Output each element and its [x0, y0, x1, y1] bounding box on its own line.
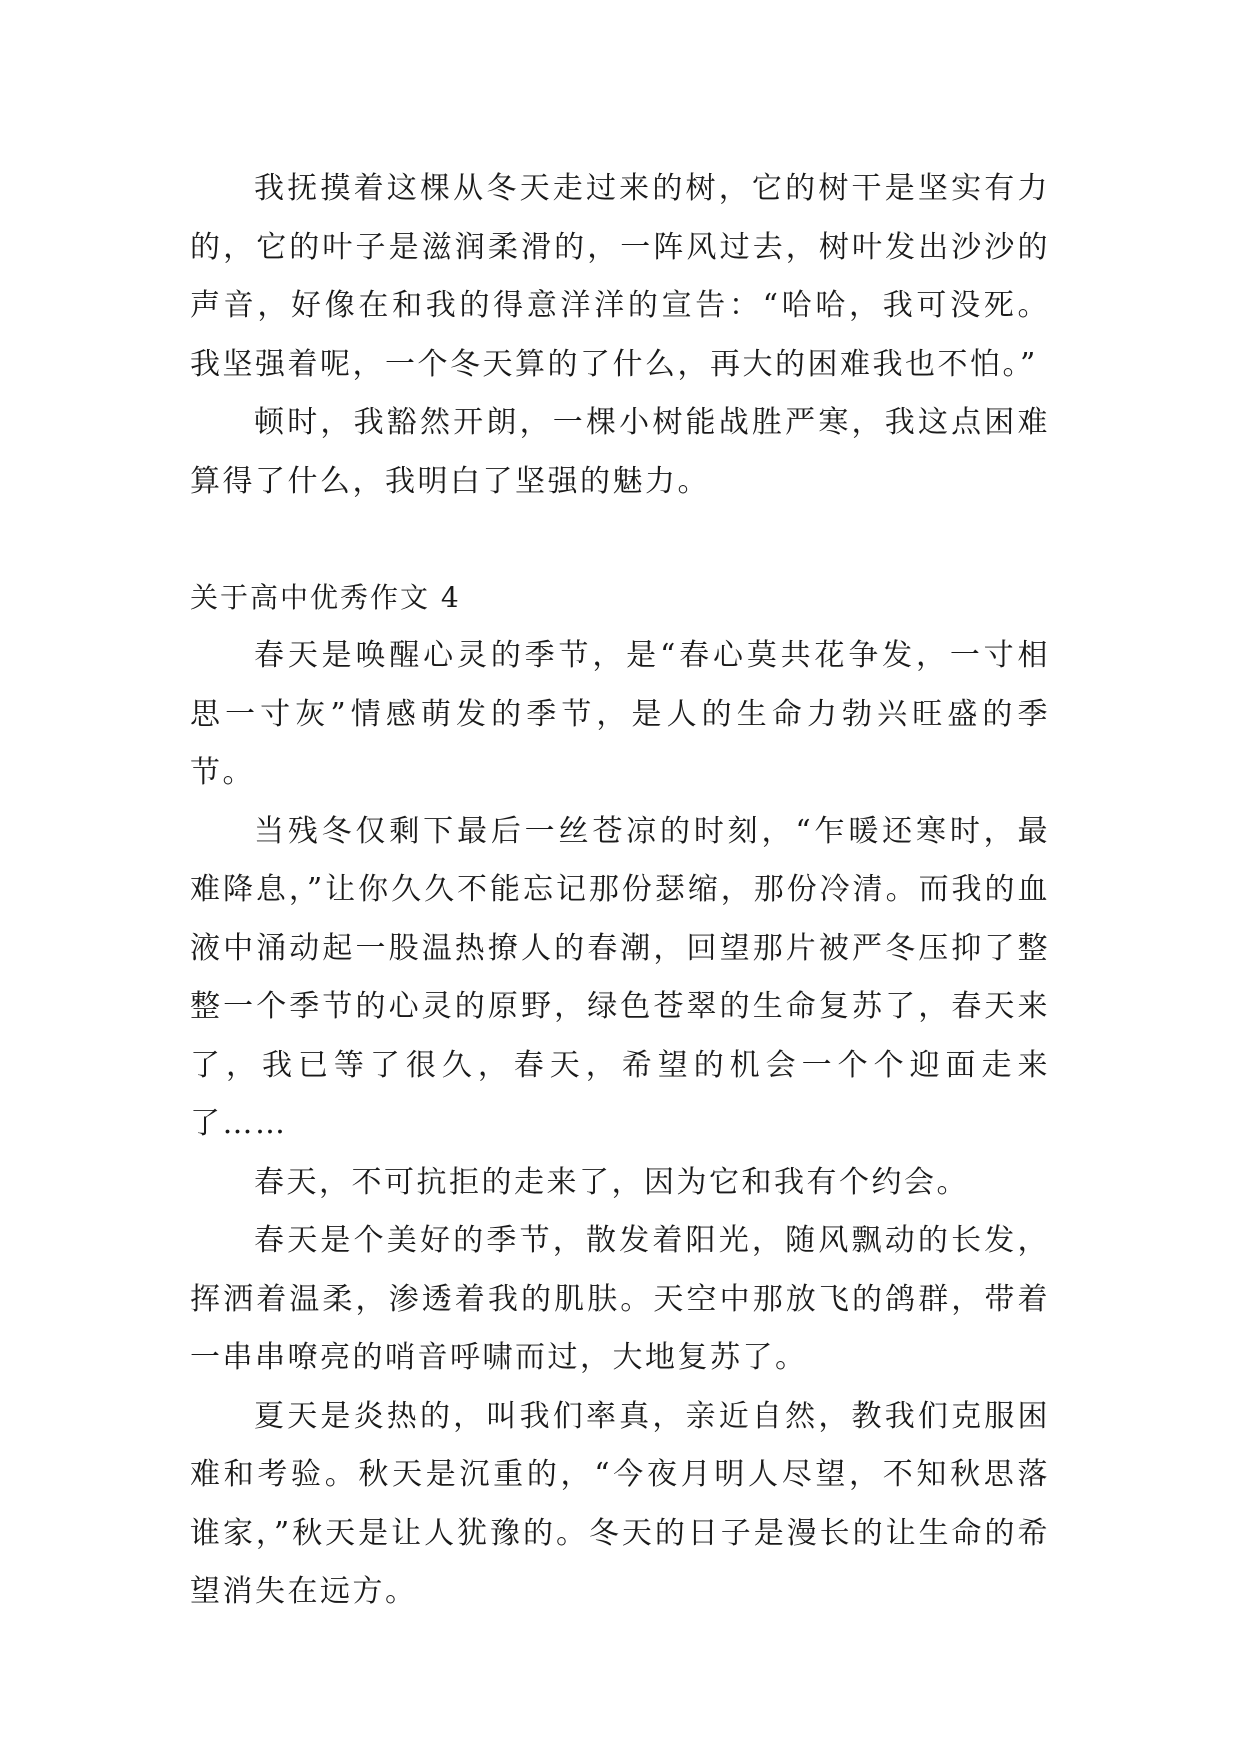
paragraph: 顿时，我豁然开朗，一棵小树能战胜严寒，我这点困难算得了什么，我明白了坚强的魅力。	[190, 405, 1050, 499]
paragraph: 当残冬仅剩下最后一丝苍凉的时刻，“乍暖还寒时，最难降息，”让你久久不能忘记那份瑟缩，那份冷清。而我的血液中涌动起一股温热撩人的春潮，回望那片被严冬压抑了整整一个季节的心灵的原野，绿色苍翠的生命复苏了，春天来了，我已等了很久，春天，希望的机会一个个迎面走来了……	[190, 813, 1050, 1141]
paragraph: 春天，不可抗拒的走来了，因为它和我有个约会。	[254, 1164, 969, 1200]
paragraph: 我抚摸着这棵从冬天走过来的树，它的树干是坚实有力的，它的叶子是滋润柔滑的，一阵风过去，树叶发出沙沙的声音，好像在和我的得意洋洋的宣告：“哈哈，我可没死。我坚强着呢，一个冬天算的了什么，再大的困难我也不怕。”	[190, 171, 1050, 382]
document-body	[190, 160, 1050, 1622]
paragraph: 春天是唤醒心灵的季节，是“春心莫共花争发，一寸相思一寸灰”情感萌发的季节，是人的生命力勃兴旺盛的季节。	[190, 638, 1050, 790]
paragraph: 夏天是炎热的，叫我们率真，亲近自然，教我们克服困难和考验。秋天是沉重的，“今夜月明人尽望，不知秋思落谁家，”秋天是让人犹豫的。冬天的日子是漫长的让生命的希望消失在远方。	[190, 1398, 1050, 1609]
paragraph: 春天是个美好的季节，散发着阳光，随风飘动的长发，挥洒着温柔，渗透着我的肌肤。天空中那放飞的鸽群，带着一串串嘹亮的哨音呼啸而过，大地复苏了。	[190, 1223, 1050, 1375]
section-title: 关于高中优秀作文 4	[190, 581, 461, 614]
